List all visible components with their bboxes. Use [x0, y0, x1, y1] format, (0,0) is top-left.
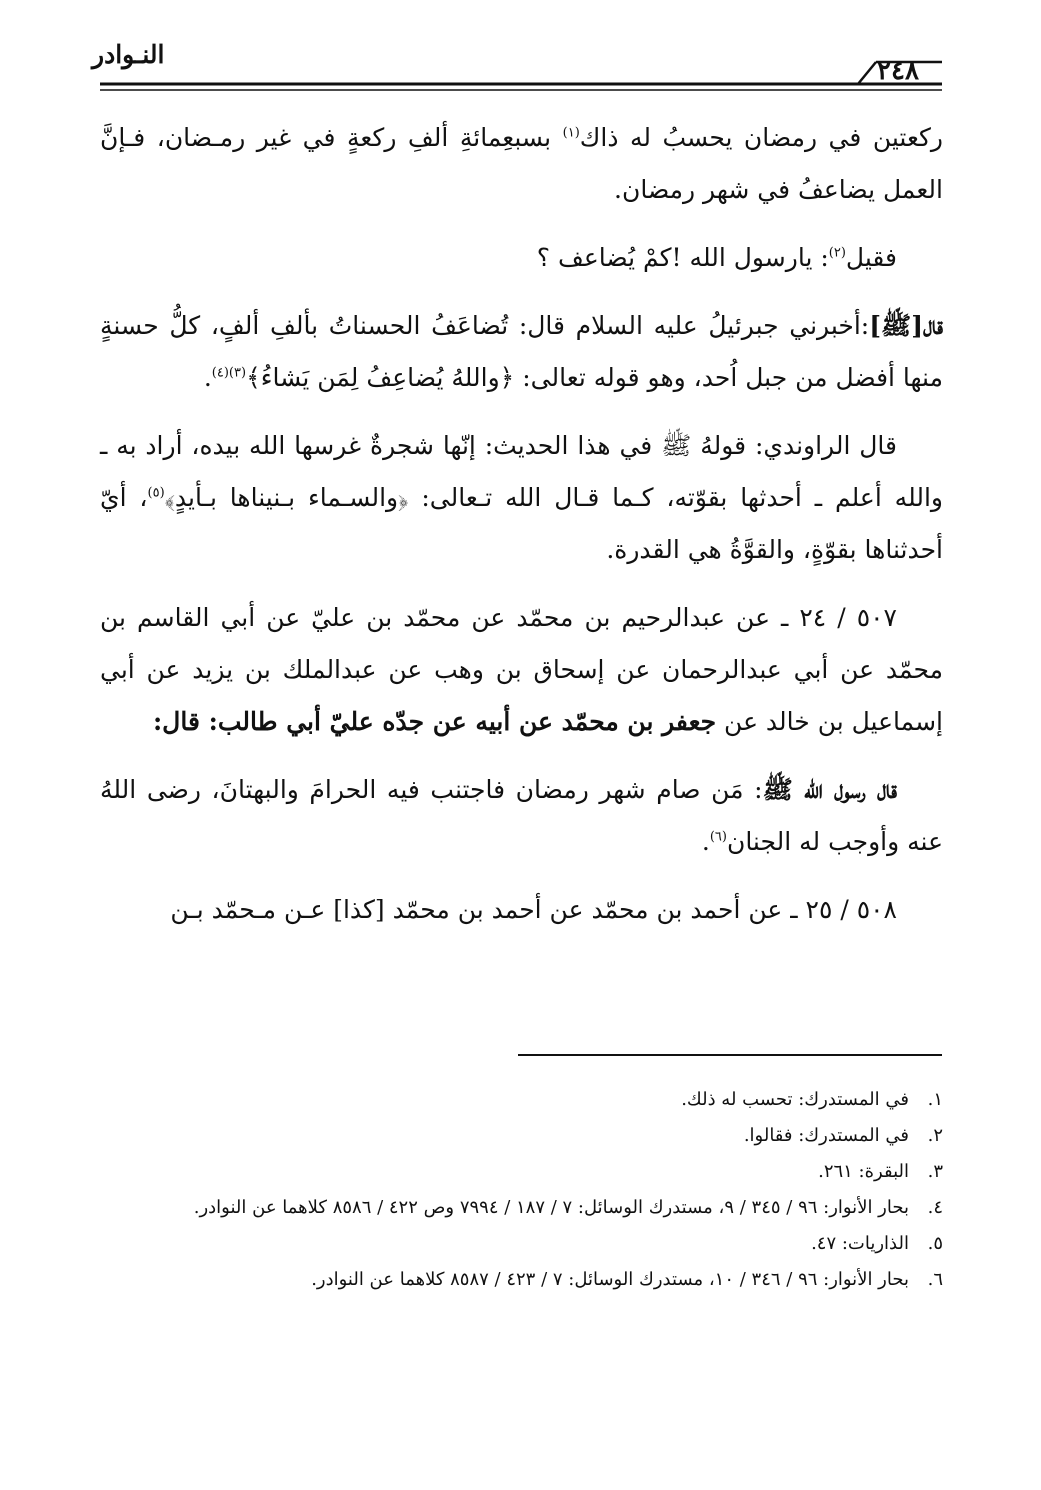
- footnote: ٤. بحار الأنوار: ٩٦ / ٣٤٥ / ٩، مستدرك الوسائل: ٧ / ١٨٧ / ٧٩٩٤ وص ٤٢٢ / ٨٥٨٦ كلاهما عن النوادر.: [193, 1197, 943, 1218]
- paragraph: قال رسول الله ﷺ: مَن صام شهر رمضان فاجتنب فيه الحرامَ والبهتانَ، رضى اللهُ عنه وأوجب له الجنان$^{(٦)}$.: [100, 775, 943, 856]
- footnotes: [100, 1082, 943, 1298]
- footnote-ref: (٦): [709, 829, 727, 845]
- paragraph: ٥٠٧ / ٢٤ ـ عن عبدالرحيم بن محمّد عن محمّد بن عليّ عن أبي القاسم بن محمّد عن أبي عبدالرحمان عن إسحاق بن وهب عن عبدالملك بن يزيد عن أبي إسماعيل بن خالد عن جعفر بن محمّد عن أبيه عن جدّه عليّ أبي طالب: قال:: [100, 603, 943, 736]
- footnote-ref: (١): [562, 125, 580, 141]
- paragraph: قال الراوندي: قولهُ ﷺ في هذا الحديث: إنّها شجرةٌ غرسها الله بيده، أراد به ـ والله أعلم ـ أحدثها بقوّته، كـما قـال الله تـعالى: ﴿والسـماء بـنيناها بـأيدٍ﴾$^{(٥)}$، أيّ أحدثناها بقوّةٍ، والقوَّةُ هي القدرة.: [100, 431, 944, 564]
- footnote: ٢. في المستدرك: فقالوا.: [743, 1125, 943, 1146]
- page-number: ٢٤٨: [877, 56, 919, 86]
- footnote-ref: (٣)(٤): [211, 365, 247, 381]
- footnote-ref: (٥): [147, 485, 165, 501]
- speaker-label: قال[ﷺ]: [869, 311, 943, 340]
- footnote: ٥. الذاريات: ٤٧.: [811, 1233, 943, 1254]
- footnote: ١. في المستدرك: تحسب له ذلك.: [681, 1089, 943, 1110]
- footnote: ٦. بحار الأنوار: ٩٦ / ٣٤٦ / ١٠، مستدرك الوسائل: ٧ / ٤٢٣ / ٨٥٨٧ كلاهما عن النوادر.: [311, 1269, 943, 1290]
- paragraph: فقيل$^{(٢)}$: يارسول الله !كمْ يُضاعف ؟: [536, 243, 897, 272]
- paragraph: قال[ﷺ]:أخبرني جبرئيلُ عليه السلام قال: تُضاعَفُ الحسناتُ بألفِ ألفٍ، كلُّ حسنةٍ منها أفضل من جبل اُحد، وهو قوله تعالى: ﴿واللهُ يُضاعِفُ لِمَن يَشاءُ﴾$^{(٣)(٤)}$.: [100, 311, 943, 392]
- main-text: [100, 112, 943, 952]
- running-title: النـوادر: [92, 40, 165, 69]
- speaker-label: قال رسول الله ﷺ: [762, 775, 898, 804]
- chain-of-narration: جعفر بن محمّد عن أبيه عن جدّه عليّ أبي طالب: قال:: [152, 707, 717, 736]
- footnote-divider: [518, 1054, 942, 1056]
- paragraph: ٥٠٨ / ٢٥ ـ عن أحمد بن محمّد عن أحمد بن محمّد [كذا] عـن مـحمّد بـن: [170, 895, 897, 924]
- footnote-ref: (٢): [828, 245, 846, 261]
- paragraph: ركعتين في رمضان يحسبُ له ذاك$^{(١)}$ بسبعِمائةِ ألفِ ركعةٍ في غير رمـضان، فـإنَّ العمل يضاعفُ في شهر رمضان.: [100, 123, 943, 204]
- footnote: ٣. البقرة: ٢٦١.: [818, 1161, 943, 1182]
